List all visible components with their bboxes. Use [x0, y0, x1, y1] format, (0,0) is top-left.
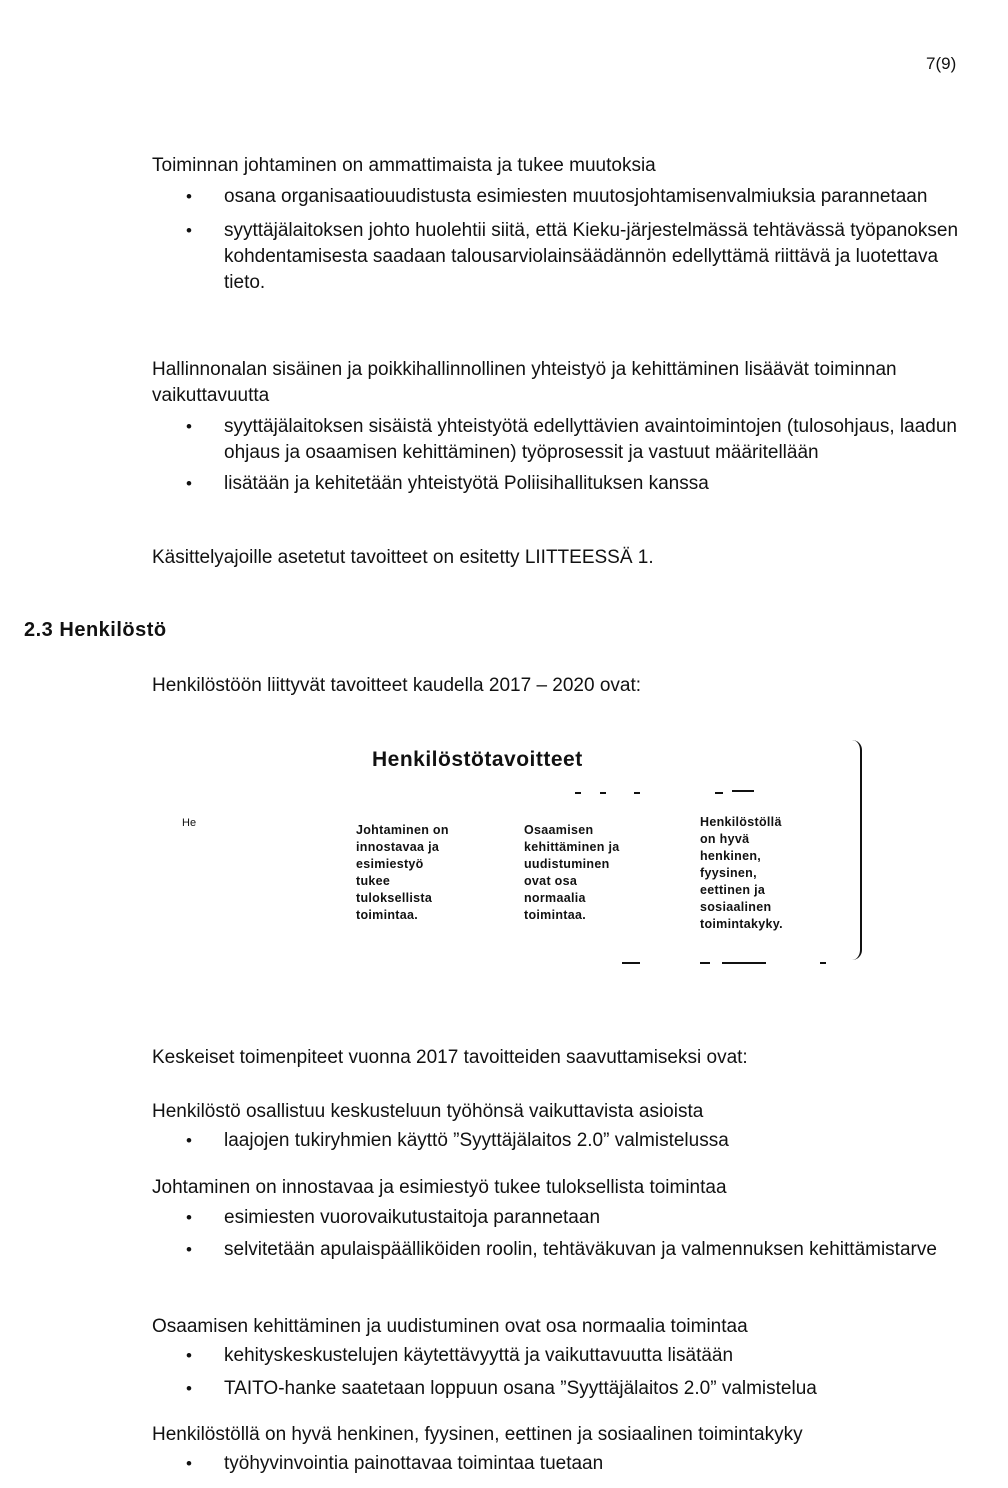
measure-block	[152, 1314, 982, 1402]
measure-list	[152, 1343, 982, 1402]
measure-list	[152, 1205, 982, 1263]
diagram-frame	[852, 740, 862, 960]
staff-goals-intro: Henkilöstöön liittyvät tavoitteet kaudella 2017 – 2020 ovat:	[152, 675, 642, 696]
diagram-goal-competence: Osaamisen kehittäminen ja uudistuminen ovat osa normaalia toimintaa.	[524, 823, 620, 922]
diagram-line	[634, 792, 640, 794]
measure-heading: Henkilöstöllä on hyvä henkinen, fyysinen, eettinen ja sosiaalinen toimintakyky	[152, 1424, 803, 1445]
section-title: Henkilöstö	[59, 619, 167, 641]
list-item: • selvitetään apulaispäälliköiden roolin, tehtäväkuvan ja valmennuksen kehittämistarve	[152, 1237, 982, 1263]
diagram-line	[600, 792, 606, 794]
measure-heading: Osaamisen kehittäminen ja uudistuminen ovat osa normaalia toimintaa	[152, 1316, 748, 1337]
section-number: 2.3	[24, 619, 54, 641]
measure-heading: Johtaminen on innostavaa ja esimiestyö tukee tuloksellista toimintaa	[152, 1177, 727, 1198]
list-item: • syyttäjälaitoksen johto huolehtii siitä, että Kieku-järjestelmässä tehtävässä työpanoksen kohdentamisesta saadaan talousarviolainsäädännön edellyttämä riittävä ja luotettava tieto.	[152, 218, 982, 296]
diagram-stub-label: He	[182, 817, 197, 829]
measure-list	[152, 1128, 982, 1154]
diagram-line	[732, 790, 754, 792]
appendix-note: Käsittelyajoille asetetut tavoitteet on esitetty LIITTEESSÄ 1.	[152, 547, 654, 568]
cooperation-goal-block	[152, 357, 982, 497]
list-item: • lisätään ja kehitetään yhteistyötä Poliisihallituksen kanssa	[152, 471, 982, 497]
list-item: • osana organisaatiouudistusta esimiesten muutosjohtamisenvalmiuksia parannetaan	[152, 184, 982, 210]
diagram-goal-wellbeing: Henkilöstöllä on hyvä henkinen, fyysinen, eettinen ja sosiaalinen toimintakyky.	[700, 815, 783, 931]
diagram-goal-leadership: Johtaminen on innostavaa ja esimiestyö tukee tuloksellista toimintaa.	[356, 823, 449, 922]
leadership-goal-list	[152, 184, 982, 296]
list-item: • TAITO-hanke saatetaan loppuun osana ”Syyttäjälaitos 2.0” valmistelua	[152, 1376, 982, 1402]
list-item: • syyttäjälaitoksen sisäistä yhteistyötä edellyttävien avaintoimintojen (tulosohjaus, laadun ohjaus ja osaamisen kehittäminen) työprosessit ja vastuut määritellään	[152, 414, 982, 466]
measure-block	[152, 1422, 982, 1477]
section-heading	[24, 619, 167, 642]
list-item: • laajojen tukiryhmien käyttö ”Syyttäjälaitos 2.0” valmistelussa	[152, 1128, 982, 1154]
measure-heading: Henkilöstö osallistuu keskusteluun työhönsä vaikuttavista asioista	[152, 1101, 704, 1122]
diagram-line	[622, 962, 640, 964]
diagram-line	[820, 962, 826, 964]
measure-block	[152, 1175, 982, 1263]
measures-intro: Keskeiset toimenpiteet vuonna 2017 tavoitteiden saavuttamiseksi ovat:	[152, 1047, 748, 1068]
list-item: • työhyvinvointia painottavaa toimintaa tuetaan	[152, 1451, 982, 1477]
staff-goals-diagram	[160, 730, 870, 980]
leadership-goal-heading: Toiminnan johtaminen on ammattimaista ja tukee muutoksia	[152, 155, 656, 176]
diagram-line	[700, 962, 710, 964]
diagram-line	[722, 962, 766, 964]
page-number: 7(9)	[926, 54, 957, 73]
list-item: • kehityskeskustelujen käytettävyyttä ja vaikuttavuutta lisätään	[152, 1343, 982, 1369]
cooperation-goal-heading: Hallinnonalan sisäinen ja poikkihallinnollinen yhteistyö ja kehittäminen lisäävät toiminnan vaikuttavuutta	[152, 359, 897, 406]
diagram-title: Henkilöstötavoitteet	[372, 748, 583, 771]
measure-list	[152, 1451, 982, 1477]
diagram-line	[575, 792, 581, 794]
cooperation-goal-list	[152, 414, 982, 497]
diagram-line	[715, 792, 723, 794]
measure-block	[152, 1099, 982, 1154]
leadership-goal-block	[152, 153, 982, 296]
list-item: • esimiesten vuorovaikutustaitoja parannetaan	[152, 1205, 982, 1231]
